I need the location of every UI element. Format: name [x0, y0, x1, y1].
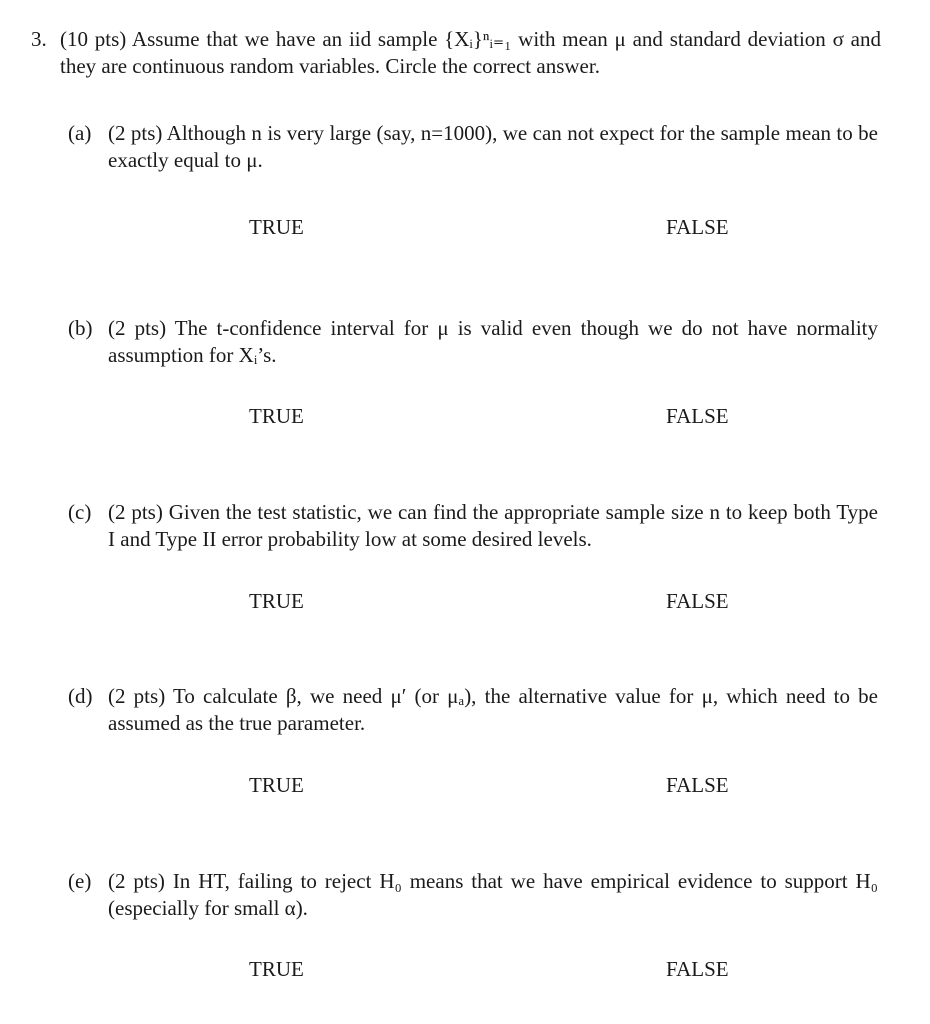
question-text: (10 pts) Assume that we have an iid sample {Xᵢ}ⁿᵢ₌₁ with mean μ and standard deviation σ and they are continuous random variables. Circle the correct answer.	[60, 27, 881, 78]
true-option-d[interactable]: TRUE	[249, 773, 304, 797]
true-option-a[interactable]: TRUE	[249, 215, 304, 239]
item-text: (2 pts) Although n is very large (say, n=1000), we can not expect for the sample mean to be exactly equal to μ.	[108, 121, 878, 172]
false-option-e[interactable]: FALSE	[666, 957, 729, 981]
item-d	[68, 683, 878, 737]
item-label: (b)	[68, 316, 93, 340]
item-text: (2 pts) To calculate β, we need μ′ (or μₐ), the alternative value for μ, which need to be assumed as the true parameter.	[108, 684, 878, 735]
item-b	[68, 315, 878, 369]
item-label: (d)	[68, 684, 93, 708]
item-text: (2 pts) The t-confidence interval for μ is valid even though we do not have normality assumption for Xᵢ’s.	[108, 316, 878, 367]
item-c	[68, 499, 878, 553]
item-label: (c)	[68, 500, 92, 524]
true-option-e[interactable]: TRUE	[249, 957, 304, 981]
item-e	[68, 868, 878, 922]
question-header	[31, 26, 881, 80]
false-option-d[interactable]: FALSE	[666, 773, 729, 797]
item-text: (2 pts) In HT, failing to reject H₀ means that we have empirical evidence to support H₀ (especially for small α).	[108, 869, 878, 920]
false-option-c[interactable]: FALSE	[666, 589, 729, 613]
true-option-b[interactable]: TRUE	[249, 404, 304, 428]
item-label: (e)	[68, 869, 92, 893]
false-option-b[interactable]: FALSE	[666, 404, 729, 428]
question-number: 3.	[31, 27, 47, 51]
item-a	[68, 120, 878, 174]
item-label: (a)	[68, 121, 92, 145]
item-text: (2 pts) Given the test statistic, we can find the appropriate sample size n to keep both Type I and Type II error probability low at some desired levels.	[108, 500, 878, 551]
false-option-a[interactable]: FALSE	[666, 215, 729, 239]
true-option-c[interactable]: TRUE	[249, 589, 304, 613]
